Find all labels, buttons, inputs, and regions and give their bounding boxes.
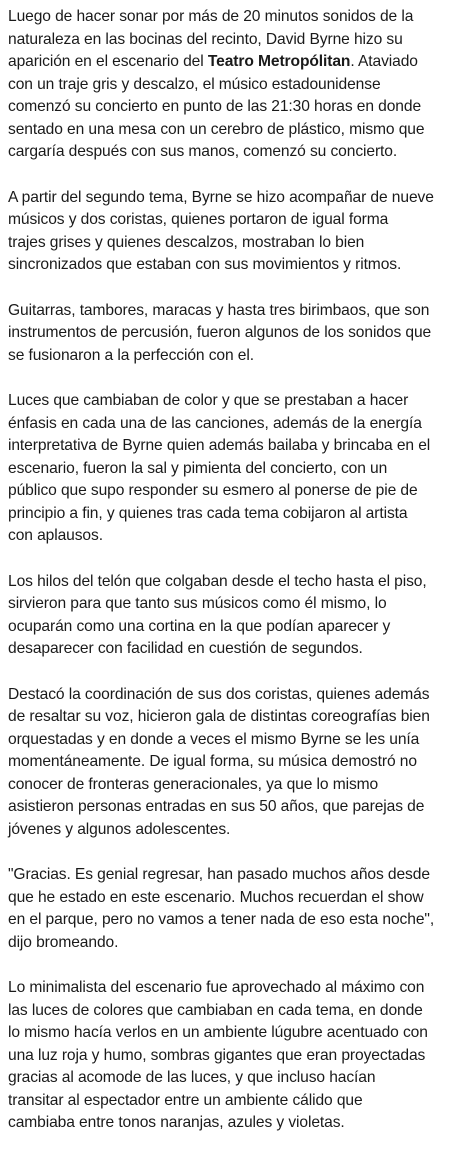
paragraph-3: Guitarras, tambores, maracas y hasta tres birimbaos, que son instrumentos de percusión, fueron algunos de los sonidos que se fusionaron a la perfección con el. bbox=[8, 301, 432, 364]
article-body bbox=[8, 6, 450, 1158]
venue-name: Teatro Metropólitan bbox=[207, 53, 351, 70]
paragraph-8: Lo minimalista del escenario fue aprovechado al máximo con las luces de colores que cambiaban en cada tema, en donde lo mismo hacía verlos en un ambiente lúgubre acentuado con una luz roja y humo, sombras gigantes que eran proyectadas gracias al acomode de las luces, y que incluso hacían transitar al espectador entre un ambiente cálido que cambiaba entre tonos naranjas, azules y violetas. bbox=[8, 979, 428, 1131]
paragraph-1-text-start: Luego de hacer sonar por más de 20 minutos sonidos de la naturaleza en las bocinas del recinto, David Byrne hizo su aparición en el escenario del bbox=[8, 8, 414, 70]
paragraph-1 bbox=[8, 6, 450, 164]
paragraph-2: A partir del segundo tema, Byrne se hizo acompañar de nueve músicos y dos coristas, quienes portaron de igual forma trajes grises y quienes descalzos, mostraban lo bien sincronizados que estaban con sus movimientos y ritmos. bbox=[8, 188, 434, 273]
paragraph-6: Destacó la coordinación de sus dos coristas, quienes además de resaltar su voz, hicieron gala de distintas coreografías bien orquestadas y en donde a veces el mismo Byrne se les unía momentáneamente. De igual forma, su música demostró no conocer de fronteras generacionales, ya que lo mismo asistieron personas entradas en sus 50 años, que parejas de jóvenes y algunos adolescentes. bbox=[8, 685, 430, 838]
paragraph-7-quote: "Gracias. Es genial regresar, han pasado muchos años desde que he estado en este escenario. Muchos recuerdan el show en el parque, pero no vamos a tener nada de eso esta noche", dijo bromeando. bbox=[8, 866, 435, 951]
paragraph-4: Luces que cambiaban de color y que se prestaban a hacer énfasis en cada una de las canciones, además de la energía interpretativa de Byrne quien además bailaba y brincaba en el escenario, fueron la sal y pimienta del concierto, con un público que supo responder su esmero al ponerse de pie de principio a fin, y quienes tras cada tema cobijaron al artista con aplausos. bbox=[8, 392, 431, 544]
paragraph-1-text-end: . Ataviado con un traje gris y descalzo, el músico estadounidense comenzó su concierto en punto de las 21:30 horas en donde sentado en una mesa con un cerebro de plástico, mismo que cargaría después con sus manos, comenzó su concierto. bbox=[8, 53, 425, 160]
paragraph-5: Los hilos del telón que colgaban desde el techo hasta el piso, sirvieron para que tanto sus músicos como él mismo, lo ocuparán como una cortina en la que podían aparecer y desaparecer con facilidad en cuestión de segundos. bbox=[8, 572, 427, 657]
